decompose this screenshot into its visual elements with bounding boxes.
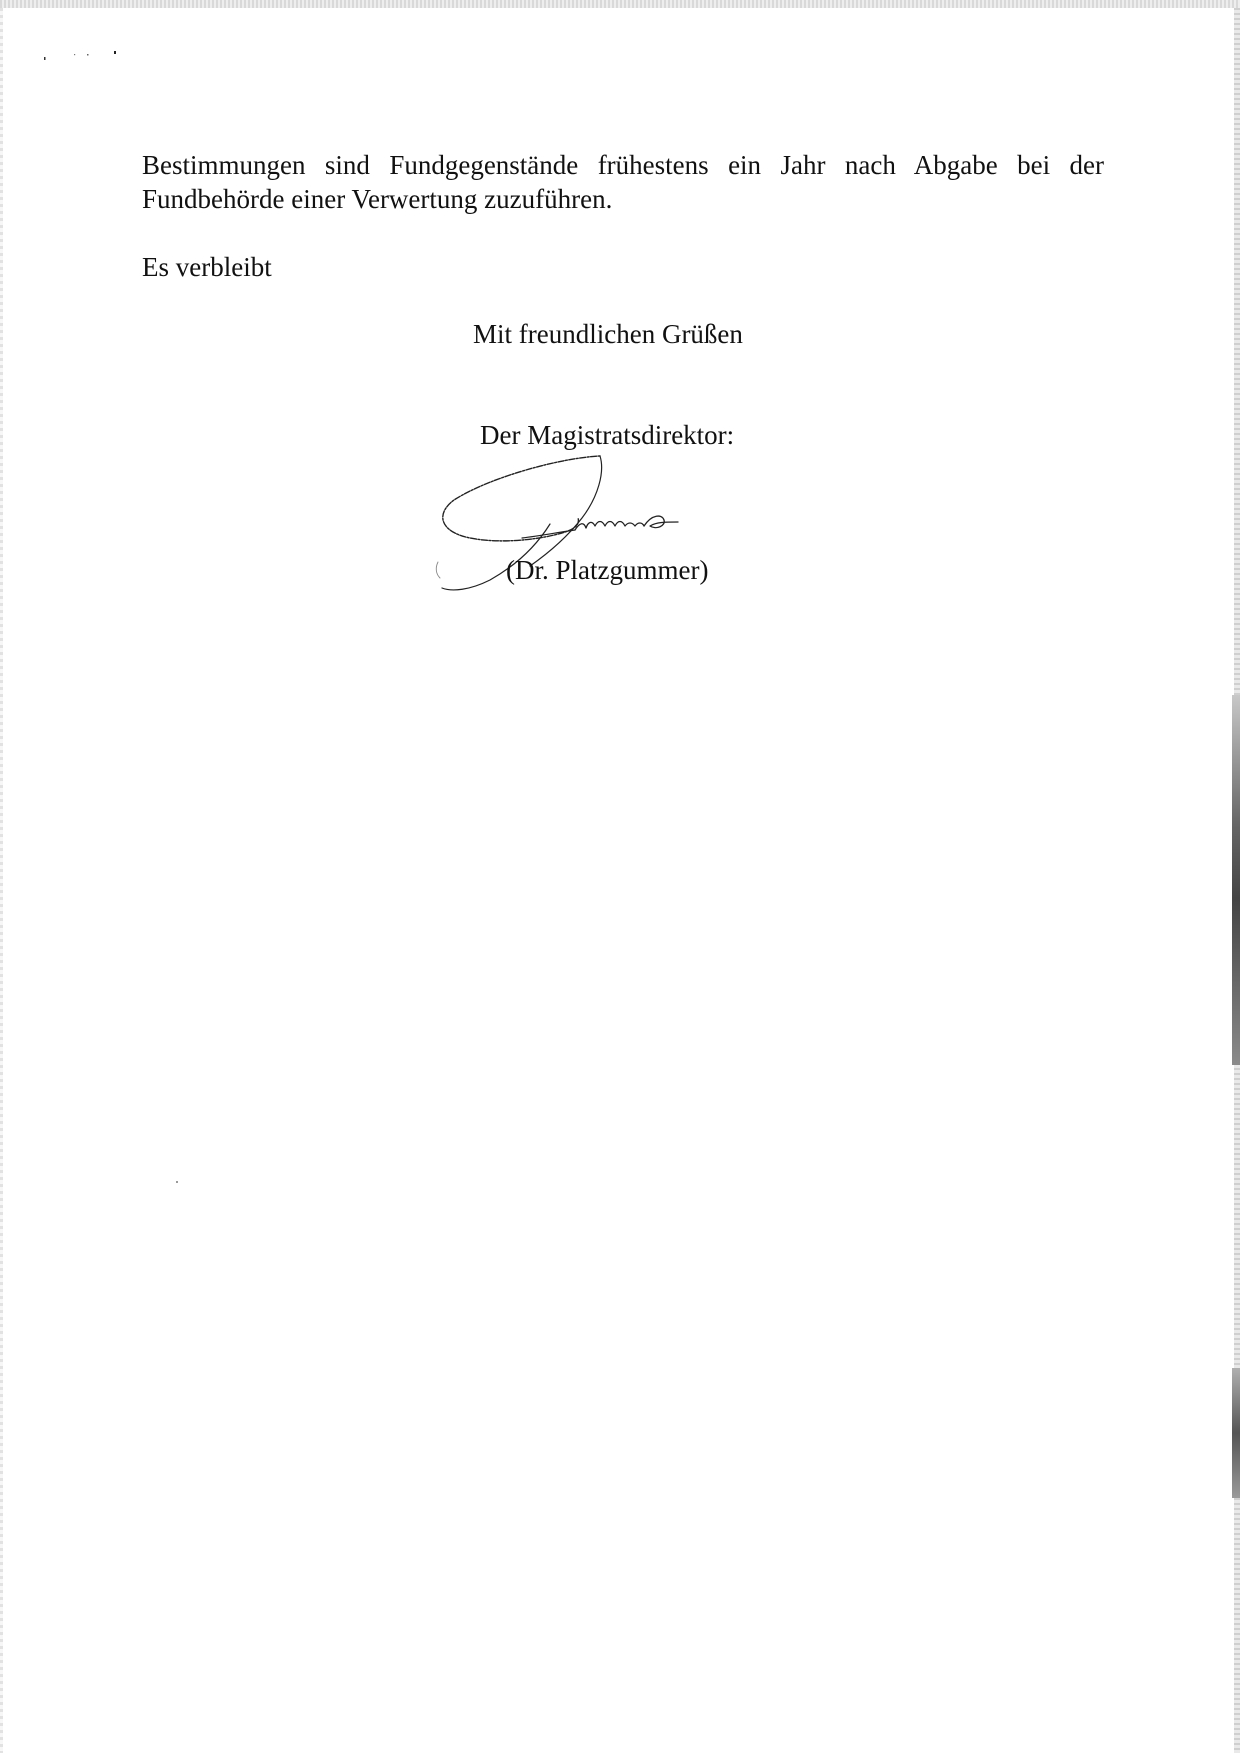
scan-specks xyxy=(40,48,130,68)
scan-shadow-band xyxy=(1232,1368,1240,1498)
signatory-title: Der Magistratsdirektor: xyxy=(480,420,735,450)
signatory-name: (Dr. Platzgummer) xyxy=(506,555,709,585)
scan-left-edge xyxy=(0,8,3,1753)
body-paragraph-line: Bestimmungen sind Fundgegenstände frühestens ein Jahr nach Abgabe bei der xyxy=(142,150,1104,180)
scan-top-edge xyxy=(0,0,1240,8)
body-paragraph-line: Fundbehörde einer Verwertung zuzuführen. xyxy=(142,184,613,214)
scan-shadow-band xyxy=(1232,695,1240,1065)
body-paragraph xyxy=(142,148,1104,216)
closing-phrase: Es verbleibt xyxy=(142,252,272,282)
greeting: Mit freundlichen Grüßen xyxy=(473,319,743,349)
scan-speck xyxy=(176,1181,178,1183)
